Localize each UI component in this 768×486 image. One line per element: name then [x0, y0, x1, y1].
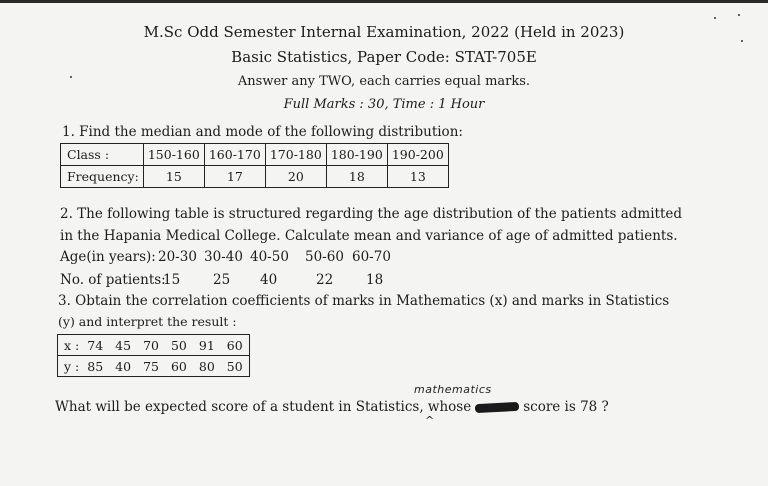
class-row-label: Class : — [61, 144, 144, 166]
frequency-row-label: Frequency: — [61, 166, 144, 188]
handwritten-correction: mathematics — [414, 383, 492, 396]
x-value: 70 — [137, 335, 165, 356]
x-value: 45 — [109, 335, 137, 356]
patients-value: 15 — [163, 272, 181, 288]
class-cell: 170-180 — [265, 144, 326, 166]
speck — [714, 17, 716, 19]
y-value: 60 — [165, 356, 193, 377]
speck — [738, 14, 740, 16]
y-value: 85 — [81, 356, 109, 377]
class-cell: 180-190 — [326, 144, 387, 166]
marks-time: Full Marks : 30, Time : 1 Hour — [283, 97, 485, 112]
age-value: 30-40 — [204, 249, 243, 265]
class-cell: 190-200 — [387, 144, 448, 166]
y-value: 50 — [221, 356, 249, 377]
x-value: 60 — [221, 335, 249, 356]
q3-followup — [55, 399, 609, 415]
age-value: 40-50 — [250, 249, 289, 265]
y-value: 80 — [193, 356, 221, 377]
y-label: y : — [58, 356, 82, 377]
patients-value: 22 — [316, 272, 334, 288]
patients-label: No. of patients: — [60, 272, 166, 288]
exam-title: M.Sc Odd Semester Internal Examination, 2022 (Held in 2023) — [143, 23, 625, 41]
y-value: 40 — [109, 356, 137, 377]
q3-marks-table — [57, 334, 250, 377]
q3-followup-after: score is 78 ? — [523, 399, 609, 415]
x-label: x : — [58, 335, 82, 356]
table-row — [61, 144, 449, 166]
frequency-cell: 17 — [204, 166, 265, 188]
frequency-cell: 18 — [326, 166, 387, 188]
age-label: Age(in years): — [60, 249, 156, 265]
paper-subtitle: Basic Statistics, Paper Code: STAT-705E — [231, 48, 537, 66]
age-value: 50-60 — [305, 249, 344, 265]
insertion-caret: ^ — [425, 414, 435, 427]
q3-followup-before: What will be expected score of a student in Statistics, whose — [55, 399, 472, 415]
patients-value: 25 — [213, 272, 231, 288]
q3-line2: (y) and interpret the result : — [58, 314, 237, 329]
frequency-cell: 13 — [387, 166, 448, 188]
patients-value: 18 — [366, 272, 384, 288]
age-value: 60-70 — [352, 249, 391, 265]
struck-out-word — [475, 402, 519, 413]
q1-distribution-table — [60, 143, 449, 188]
x-value: 91 — [193, 335, 221, 356]
class-cell: 150-160 — [143, 144, 204, 166]
q3-line1: 3. Obtain the correlation coefficients of marks in Mathematics (x) and marks in Statistics — [58, 293, 670, 309]
x-value: 74 — [81, 335, 109, 356]
instructions: Answer any TWO, each carries equal marks. — [237, 74, 531, 89]
y-value: 75 — [137, 356, 165, 377]
table-row — [58, 356, 250, 377]
x-value: 50 — [165, 335, 193, 356]
q2-line2: in the Hapania Medical College. Calculate mean and variance of age of admitted patients. — [60, 228, 678, 244]
q1-text: 1. Find the median and mode of the following distribution: — [62, 124, 463, 140]
class-cell: 160-170 — [204, 144, 265, 166]
q2-line1: 2. The following table is structured regarding the age distribution of the patients admitted — [60, 206, 683, 222]
age-value: 20-30 — [158, 249, 197, 265]
top-edge-line — [0, 0, 768, 3]
frequency-cell: 15 — [143, 166, 204, 188]
patients-value: 40 — [260, 272, 278, 288]
table-row — [61, 166, 449, 188]
frequency-cell: 20 — [265, 166, 326, 188]
table-row — [58, 335, 250, 356]
